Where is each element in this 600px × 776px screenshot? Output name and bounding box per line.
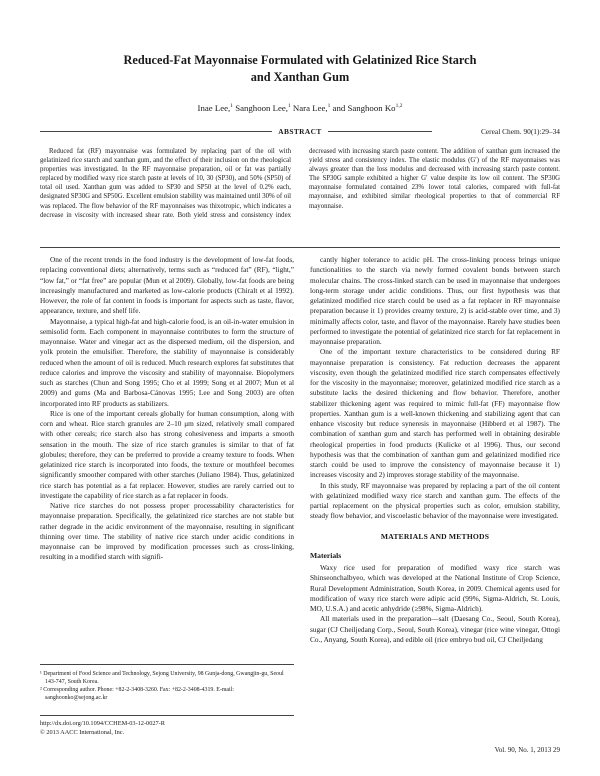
- author-2-affiliation: 1: [287, 103, 291, 109]
- body-paragraph: Waxy rice used for preparation of modified waxy rice starch was Shinseonchalbyeo, which was developed at the National Institute of Crop Science, Rural Development Administration, South Korea, in 2009. Chemical agents used for modification of waxy rice starch were adipic acid (99%, Sigma-Aldrich, St. Louis, MO, U.S.A.) and acetic anhydride (≥98%, Sigma-Aldrich).: [310, 563, 560, 613]
- journal-citation: Cereal Chem. 90(1):29–34: [480, 127, 560, 136]
- body-paragraph: Rice is one of the important cereals globally for human consumption, along with corn and wheat. Rice starch granules are 2–10 μm sized, relatively small compared with other cereals; rice starch also has strong cohesiveness and imparts a smooth sensation in the mouth. The size of rice starch granules is similar to that of fat globules; therefore, they can be preferred to provide a creamy texture to foods. When gelatinized rice starch is incorporated into foods, the texture or mouthfeel becomes significantly smoother compared with other starches (Juliano 1984). Thus, gelatinized rice starch has potential as a fat replacer. However, studies are rarely carried out to investigate the capability of rice starch as a fat replacer in foods.: [40, 408, 294, 500]
- author-3-affiliation: 1: [327, 103, 331, 109]
- footnotes: [40, 670, 294, 702]
- abstract-body: [40, 147, 560, 243]
- body-column-right: [310, 255, 560, 770]
- body-paragraph: One of the recent trends in the food industry is the development of low-fat foods, replacing conventional diets; alternatively, terms such as “reduced fat” (RF), “light,” “low fat,” or “fat free” are popular (Mun et al 2009). Globally, low-fat foods are being increasingly manufactured and marketed as low-calorie products (Chiralt et al 1992). However, the role of fat content in foods is important for aspects such as taste, flavor, appearance, texture, and shelf life.: [40, 255, 294, 316]
- article-title-line-1: Reduced-Fat Mayonnaise Formulated with Gelatinized Rice Starch: [123, 53, 477, 67]
- footnote-affiliation: ¹ Department of Food Science and Technology, Sejong University, 98 Gunja-dong, Gwangjin-gu, Seoul 143-747, South Korea.: [40, 671, 284, 686]
- body-paragraph: One of the important texture characteristics to be considered during RF mayonnaise preparation is consistency. Fat reduction decreases the apparent viscosity, even though the gelatinized modified rice starch compensates effectively for the viscosity in the mayonnaise; moreover, gelatinized modified rice starch as a substitute lacks the desired thickening and flow behavior. Therefore, another stabilizer thickening agent was required to mimic full-fat (FF) mayonnaise flow properties. Xanthan gum is a well-known thickening and stabilizing agent that can enhance viscosity but reduce syneresis in mayonnaise (Hibberd et al 1987). The combination of xanthan gum and starch has performed well in obtaining desirable rheological properties in food products (Kulicke et al 1996). Thus, our second hypothesis was that the combination of xanthan gum and gelatinized modified rice starch could be used to improve the consistency of mayonnaise because it 1) increases viscosity and 2) improves storage stability of the mayonnaise.: [310, 347, 560, 480]
- body-paragraph: All materials used in the preparation—salt (Daesang Co., Seoul, South Korea), sugar (CJ Cheiljedang Corp., Seoul, South Korea), vinegar (rice wine vinegar, Ottogi Co., Anyang, South Korea), and edible oil (rice embryo bud oil, CJ Cheiljedang: [310, 614, 560, 644]
- doi-link[interactable]: http://dx.doi.org/10.1094/CCHEM-03-12-0027-R: [40, 720, 165, 727]
- article-title-line-2: and Xanthan Gum: [250, 70, 350, 84]
- abstract-rule-right: [328, 131, 432, 132]
- author-4: and Sanghoon Ko: [330, 102, 396, 113]
- copyright-notice: © 2013 AACC International, Inc.: [40, 729, 125, 736]
- author-1: Inae Lee,: [197, 102, 231, 113]
- page-footer: Vol. 90, No. 1, 2013 29: [494, 746, 560, 754]
- abstract-text: Reduced fat (RF) mayonnaise was formulated by replacing part of the oil with gelatinized rice starch and xanthan gum, and the effect of their inclusion on the rheological properties was investigated. In the RF mayonnaise preparation, oil or fat was partially replaced by modified waxy rice starch paste at levels of 10, 30 (SP30), and 50% (SP50) of total oil used. Xanthan gum was added to SP30 and SP50 at the level of 0.2% each, designated SP30G and SP50G. Excellent emulsion stability was maintained until 30% of oil was replaced. The flow behavior of the RF mayonnaises was thixotropic, which indicates a decrease in viscosity with increased shear rate. Both yield stress and consistency index decreased with increasing starch paste content. The addition of xanthan gum increased the yield stress and consistency index. The elastic modulus (G′) of the RF mayonnaises was always greater than the loss modulus and decreased with increasing starch paste content. The SP30G sample exhibited a higher G′ value despite its low oil content. The SP30G mayonnaise formulated contained 23% lower total calories, compared with full-fat mayonnaise, and exhibited similar rheological properties to that of commercial RF mayonnaise.: [40, 148, 560, 219]
- abstract-bottom-rule: [40, 247, 560, 248]
- author-4-affiliation: 1,2: [395, 103, 403, 109]
- footnote-rule: [40, 664, 294, 665]
- author-3: Nara Lee,: [290, 102, 328, 113]
- author-list: [60, 100, 540, 114]
- body-paragraph: Mayonnaise, a typical high-fat and high-calorie food, is an oil-in-water emulsion in semisolid form. Each component in mayonnaise contributes to form the structure of mayonnaise. Water and vinegar act as the dispersed medium, oil the dispersion, and yolk protein the emulsifier. Therefore, the stability of mayonnaise is considerably reduced when the amount of oil is reduced. Much research explores fat substitutes that reduce calories and improve the viscosity and stability of mayonnaise. Biopolymers such as starches (Chun and Song 1995; Cho et al 1999; Song et al 2007; Mun et al 2009) and gums (Ma and Barbosa-Cánovas 1995; Lee and Song 2003) are often incorporated into RF products as stabilizers.: [40, 316, 294, 408]
- body-paragraph: In this study, RF mayonnaise was prepared by replacing a part of the oil content with gelatinized modified waxy rice starch and xanthan gum. The effects of the partial replacement on the physical properties such as color, emulsion stability, steady flow behavior, and viscoelastic behavior of the mayonnaise were investigated.: [310, 480, 560, 521]
- body-paragraph: Native rice starches do not possess proper processability characteristics for mayonnaise preparation. Specifically, the gelatinized rice starches are not stable but rather degrade in the acidic environment of the mayonnaise, resulting in significant thinning over time. The stability of native rice starch under acidic conditions in mayonnaise can be improved by modification processes such as cross-linking, resulting in a modified starch with signifi-: [40, 501, 294, 562]
- subsection-heading-materials: Materials: [310, 550, 342, 560]
- publication-info: [40, 719, 165, 737]
- section-heading-methods: MATERIALS AND METHODS: [380, 531, 490, 541]
- doi-rule: [40, 715, 294, 716]
- footnote-corresponding: ² Corresponding author. Phone: +82-2-3408-3260. Fax: +82-2-3408-4319. E-mail: sanghoonko@sejong.ac.kr: [40, 687, 234, 702]
- body-column-left: [40, 255, 294, 658]
- body-paragraph: cantly higher tolerance to acidic pH. The cross-linking process brings unique functionalities to the starch via newly formed covalent bonds between starch molecular chains. The cross-linked starch can be used in mayonnaise that undergoes long-term storage under acidic conditions. Thus, our first hypothesis was that gelatinized modified rice starch could be used as a fat replacer in RF mayonnaise preparation because it 1) provides creamy texture, 2) is acid-stable over time, and 3) minimally affects color, taste, and flavor of the mayonnaise. Rarely have studies been performed to investigate the potential of gelatinized rice starch for fat replacement in mayonnaise preparation.: [310, 255, 560, 346]
- author-1-affiliation: 1: [230, 103, 233, 109]
- article-title: [60, 52, 540, 86]
- abstract-heading: ABSTRACT: [278, 127, 322, 136]
- author-2: Sanghoon Lee,: [233, 102, 288, 113]
